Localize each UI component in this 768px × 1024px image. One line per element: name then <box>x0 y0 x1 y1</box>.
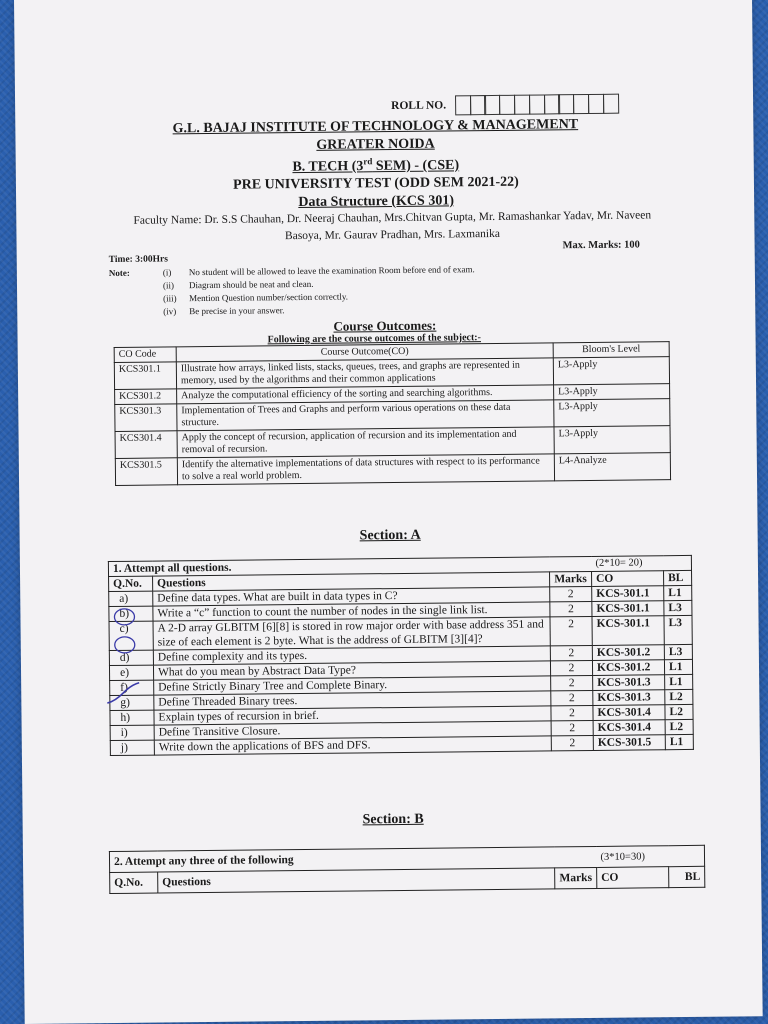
note-text: Diagram should be neat and clean. <box>188 278 314 291</box>
note-row <box>109 302 475 319</box>
note-num: (iii) <box>163 293 177 304</box>
co-code: KCS301.4 <box>115 431 177 459</box>
section-a-title: Section: A <box>359 527 421 544</box>
blooms-level: L3-Apply <box>554 399 670 427</box>
co-description: Illustrate how arrays, linked lists, stacks, queues, trees, and graphs are represented in memory, used by the algorithms and their common applications <box>176 358 553 389</box>
roll-number-label: ROLL NO. <box>391 99 447 113</box>
column-header: Course Outcome(CO) <box>176 343 553 362</box>
question-text: Write a “c” function to count the number of nodes in the single link list. <box>153 602 550 621</box>
section-instruction: 2. Attempt any three of the following <box>109 846 596 872</box>
question-bl: L1 <box>665 674 693 689</box>
question-bl: L2 <box>665 704 693 719</box>
course-outcomes-subtitle: Following are the course outcomes of the subject:- <box>267 332 482 346</box>
blooms-level: L3-Apply <box>554 384 670 400</box>
roll-number-box[interactable] <box>573 94 589 114</box>
roll-number-box[interactable] <box>455 95 471 115</box>
exam-header <box>135 116 616 213</box>
question-bl: L1 <box>665 734 693 749</box>
question-bl: L3 <box>664 615 692 644</box>
roll-number-box[interactable] <box>514 95 530 115</box>
column-header: Bloom's Level <box>553 342 669 358</box>
exam-paper <box>14 0 763 1024</box>
question-co: KCS-301.5 <box>593 735 665 751</box>
question-text: What do you mean by Abstract Data Type? <box>153 661 550 680</box>
subject-name: Data Structure (KCS 301) <box>298 193 455 210</box>
roll-number-box[interactable] <box>499 95 515 115</box>
roll-number-box[interactable] <box>558 94 574 114</box>
exam-time: Time: 3:00Hrs <box>108 254 168 266</box>
question-co: KCS-301.3 <box>593 675 665 691</box>
question-text: Write down the applications of BFS and DFS. <box>154 736 551 755</box>
section-a-table <box>108 555 694 756</box>
exam-notes <box>109 263 475 319</box>
question-co: KCS-301.4 <box>593 705 665 721</box>
question-number: h) <box>110 710 154 725</box>
question-number: g) <box>110 695 154 710</box>
question-co: KCS-301.1 <box>592 601 664 617</box>
course-name-pre: B. TECH (3 <box>292 159 364 175</box>
course-name-sup: rd <box>363 156 373 167</box>
column-header: CO <box>597 867 669 889</box>
roll-number-box[interactable] <box>588 94 604 114</box>
question-marks: 2 <box>550 616 592 645</box>
max-marks: Max. Marks: 100 <box>562 239 640 252</box>
co-code: KCS301.3 <box>115 404 177 432</box>
question-marks: 2 <box>550 601 592 616</box>
blooms-level: L4-Analyze <box>554 453 670 481</box>
institute-name: G.L. BAJAJ INSTITUTE OF TECHNOLOGY & MANAGEMENT <box>172 117 579 137</box>
column-header: Questions <box>158 868 555 893</box>
course-name-post: SEM) - (CSE) <box>372 158 460 174</box>
question-bl: L3 <box>664 600 692 615</box>
question-number: c) <box>109 621 153 650</box>
column-header: BL <box>669 866 705 887</box>
section-marks-total: (3*10=30) <box>596 845 704 867</box>
note-label: Note: <box>108 267 130 279</box>
roll-number-box[interactable] <box>470 95 486 115</box>
question-co: KCS-301.2 <box>592 645 664 661</box>
column-header: CO <box>592 571 664 587</box>
section-b-table <box>109 845 705 894</box>
question-marks: 2 <box>551 705 593 720</box>
question-number: e) <box>109 665 153 680</box>
question-text: Define Strictly Binary Tree and Complete Binary. <box>154 676 551 695</box>
roll-number-box[interactable] <box>529 94 545 114</box>
note-text: Mention Question number/section correctly. <box>189 291 349 304</box>
roll-number-field[interactable] <box>391 94 619 116</box>
note-text: Be precise in your answer. <box>189 305 285 317</box>
note-num: (i) <box>162 267 172 278</box>
column-header: Marks <box>550 571 592 586</box>
column-header: CO Code <box>114 347 176 363</box>
question-text: Explain types of recursion in brief. <box>154 706 551 725</box>
question-number: b) <box>109 606 153 621</box>
section-b-title: Section: B <box>362 811 424 828</box>
co-description: Implementation of Trees and Graphs and perform various operations on these data structure. <box>177 400 554 431</box>
question-text: Define data types. What are built in data types in C? <box>153 587 550 606</box>
co-code: KCS301.2 <box>115 389 177 405</box>
question-text: Define complexity and its types. <box>153 646 550 665</box>
column-header: BL <box>664 570 692 585</box>
roll-number-box[interactable] <box>544 94 560 114</box>
question-co: KCS-301.1 <box>592 586 664 602</box>
course-outcomes-title: Course Outcomes: <box>333 317 437 334</box>
question-marks: 2 <box>551 720 593 735</box>
institute-city: GREATER NOIDA <box>316 136 435 153</box>
column-header: Q.No. <box>110 872 158 894</box>
roll-number-box[interactable] <box>484 95 500 115</box>
question-marks: 2 <box>550 586 592 601</box>
question-co: KCS-301.2 <box>592 660 664 676</box>
question-co: KCS-301.4 <box>593 720 665 736</box>
note-text: No student will be allowed to leave the examination Room before end of exam. <box>188 264 475 278</box>
course-outcomes-table <box>114 341 671 486</box>
question-co: KCS-301.3 <box>593 690 665 706</box>
faculty-names: Faculty Name: Dr. S.S Chauhan, Dr. Neeraj Chauhan, Mrs.Chitvan Gupta, Mr. Ramashankar Yadav, Mr. Naveen Basoya, Mr. Gaurav Pradhan, Mrs. Laxmanika <box>133 209 652 243</box>
column-header: Q.No. <box>109 576 153 591</box>
table-row <box>115 453 670 486</box>
question-marks: 2 <box>551 735 593 750</box>
test-name: PRE UNIVERSITY TEST (ODD SEM 2021-22) <box>233 174 519 193</box>
question-marks: 2 <box>550 645 592 660</box>
roll-number-box[interactable] <box>603 94 619 114</box>
roll-number-boxes[interactable] <box>456 94 619 116</box>
question-marks: 2 <box>551 690 593 705</box>
column-header: Marks <box>555 867 597 888</box>
question-number: j) <box>110 740 154 755</box>
column-header: Questions <box>153 572 550 591</box>
question-number: a) <box>109 591 153 606</box>
question-bl: L2 <box>665 719 693 734</box>
question-text: Define Threaded Binary trees. <box>154 691 551 710</box>
question-bl: L1 <box>664 585 692 600</box>
note-num: (ii) <box>162 280 175 291</box>
question-text: Define Transitive Closure. <box>154 721 551 740</box>
question-bl: L3 <box>664 644 692 659</box>
question-bl: L2 <box>665 689 693 704</box>
question-number: d) <box>109 650 153 665</box>
section-marks-total: (2*10= 20) <box>591 555 691 571</box>
blooms-level: L3-Apply <box>554 426 670 454</box>
question-bl: L1 <box>664 659 692 674</box>
blooms-level: L3-Apply <box>553 357 669 385</box>
co-description: Analyze the computational efficiency of the sorting and searching algorithms. <box>177 385 554 404</box>
co-description: Apply the concept of recursion, application of recursion and its implementation and removal of recursion. <box>177 427 554 458</box>
question-number: i) <box>110 725 154 740</box>
question-text: A 2-D array GLBITM [6][8] is stored in row major order with base address 351 and size of each element is 2 byte. What is the address of GLBITM [3][4]? <box>153 617 550 650</box>
co-code: KCS301.5 <box>115 458 177 486</box>
note-num: (iv) <box>163 306 177 317</box>
question-marks: 2 <box>551 675 593 690</box>
question-number: f) <box>110 680 154 695</box>
co-code: KCS301.1 <box>114 362 176 390</box>
question-co: KCS-301.1 <box>592 616 664 646</box>
question-marks: 2 <box>550 660 592 675</box>
section-instruction: 1. Attempt all questions. <box>108 556 591 576</box>
co-description: Identify the alternative implementations of data structures with respect to its performance to solve a real world problem. <box>177 454 554 485</box>
